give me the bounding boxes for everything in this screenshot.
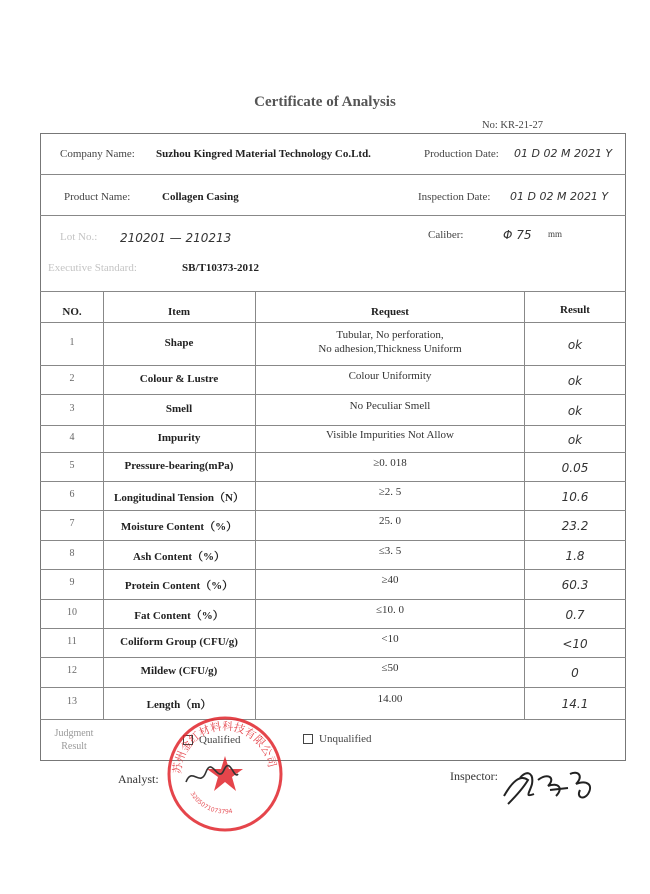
- row-number: 12: [67, 665, 77, 676]
- row-result: 23.2: [561, 519, 589, 533]
- qualified-label: Qualified: [199, 734, 241, 746]
- row-request: Colour Uniformity: [348, 369, 432, 382]
- row-result: 14.1: [561, 697, 589, 711]
- row-rule: [40, 687, 626, 688]
- row-number: 8: [69, 547, 75, 559]
- row-rule: [40, 510, 626, 511]
- production-date-value: 01 D 02 M 2021 Y: [514, 147, 613, 160]
- row-result: 10.6: [561, 489, 589, 504]
- row-result: ok: [567, 432, 583, 447]
- header-no: NO.: [62, 306, 82, 318]
- row-item: Fat Content（%）: [134, 609, 224, 622]
- row-rule: [40, 657, 626, 658]
- row-item: Shape: [164, 336, 194, 349]
- inspector-signature: [498, 760, 608, 810]
- row-item: Ash Content（%）: [133, 550, 225, 563]
- row-rule: [40, 365, 626, 366]
- row-item: Smell: [165, 402, 193, 415]
- header-request: Request: [371, 306, 409, 318]
- row-request: No Peculiar Smell: [349, 399, 431, 412]
- unqualified-option: [303, 733, 372, 745]
- row-item: Longitudinal Tension（N）: [114, 491, 244, 504]
- row-number: 13: [67, 696, 77, 707]
- column-rule: [524, 291, 525, 719]
- row-number: 11: [67, 635, 77, 647]
- row-rule: [40, 569, 626, 570]
- column-rule: [103, 291, 104, 719]
- product-label: Product Name:: [64, 191, 131, 203]
- row-item: Colour & Lustre: [139, 372, 219, 385]
- seal-text: 苏州金红材料科技有限公司: [170, 719, 279, 775]
- svg-text:3205071073794: [188, 791, 233, 816]
- divider: [40, 215, 626, 216]
- row-result: ok: [567, 373, 583, 388]
- row-result: 1.8: [565, 548, 585, 563]
- row-result: ok: [567, 337, 583, 352]
- company-label: Company Name:: [60, 148, 135, 160]
- caliber-label: Caliber:: [428, 229, 464, 241]
- row-number: 5: [69, 459, 75, 471]
- row-request: ≥0. 018: [373, 456, 407, 469]
- row-request: 25. 0: [379, 515, 401, 527]
- inspection-date-value: 01 D 02 M 2021 Y: [510, 190, 609, 203]
- divider: [40, 291, 626, 292]
- company-value: Suzhou Kingred Material Technology Co.Ltd.: [156, 148, 371, 160]
- row-request: <10: [381, 632, 399, 645]
- judgment-label-line2: Result: [61, 741, 87, 752]
- row-rule: [40, 719, 626, 720]
- row-rule: [40, 425, 626, 426]
- row-item: Moisture Content（%）: [120, 521, 238, 533]
- seal-code: 3205071073794: [188, 790, 234, 816]
- row-result: 0.7: [565, 607, 585, 622]
- row-rule: [40, 628, 626, 629]
- row-result: <10: [562, 636, 588, 651]
- standard-value: SB/T10373-2012: [182, 262, 260, 274]
- row-request-line2: No adhesion,Thickness Uniform: [318, 342, 462, 355]
- row-result: 60.3: [561, 578, 589, 592]
- row-item: Pressure-bearing(mPa): [124, 459, 234, 472]
- row-item: Mildew (CFU/g): [140, 665, 218, 677]
- row-item: Protein Content（%）: [124, 580, 234, 592]
- lot-value: 210201 — 210213: [120, 231, 232, 245]
- row-number: 7: [69, 518, 75, 529]
- row-request: ≥2. 5: [378, 485, 402, 498]
- row-rule: [40, 481, 626, 482]
- row-result: 0: [571, 666, 579, 680]
- document-title: Certificate of Analysis: [254, 94, 396, 110]
- row-number: 10: [67, 606, 77, 618]
- production-date-label: Production Date:: [424, 148, 499, 160]
- row-number: 3: [69, 402, 75, 414]
- inspector-label: Inspector:: [450, 769, 498, 783]
- row-number: 6: [69, 488, 75, 500]
- unqualified-checkbox[interactable]: [303, 734, 313, 744]
- product-value: Collagen Casing: [162, 191, 239, 203]
- standard-label: Executive Standard:: [48, 262, 137, 274]
- row-rule: [40, 599, 626, 600]
- row-result: 0.05: [561, 460, 589, 475]
- divider: [40, 174, 626, 175]
- judgment-label-line1: Judgment: [54, 728, 94, 739]
- judgment-label: [48, 727, 100, 753]
- row-item: Length（m）: [146, 699, 212, 711]
- row-request: ≤3. 5: [378, 544, 402, 557]
- row-request: ≤50: [381, 662, 399, 674]
- row-request-line1: Tubular, No perforation,: [336, 328, 444, 341]
- row-item: Coliform Group (CFU/g): [120, 635, 238, 648]
- row-result: ok: [567, 403, 583, 418]
- lot-label: Lot No.:: [60, 231, 98, 243]
- row-request: ≤10. 0: [375, 603, 405, 616]
- certificate-number: No: KR-21-27: [482, 120, 543, 131]
- row-rule: [40, 394, 626, 395]
- header-result: Result: [560, 304, 590, 316]
- unqualified-label: Unqualified: [319, 733, 372, 745]
- row-rule: [40, 540, 626, 541]
- row-rule: [40, 452, 626, 453]
- inspection-date-label: Inspection Date:: [418, 191, 491, 203]
- row-number: 4: [69, 431, 75, 443]
- row-rule: [40, 322, 626, 323]
- row-number: 1: [69, 336, 75, 348]
- row-number: 2: [69, 372, 75, 384]
- header-item: Item: [168, 306, 190, 318]
- row-number: 9: [69, 577, 75, 588]
- row-request: Visible Impurities Not Allow: [326, 428, 454, 441]
- caliber-unit: mm: [548, 229, 563, 239]
- row-request: ≥40: [381, 574, 399, 586]
- analyst-signature: [182, 758, 242, 792]
- row-request: 14.00: [377, 693, 403, 705]
- row-item: Impurity: [157, 431, 201, 444]
- analyst-label: Analyst:: [118, 772, 159, 786]
- caliber-value: Φ 75: [503, 228, 532, 242]
